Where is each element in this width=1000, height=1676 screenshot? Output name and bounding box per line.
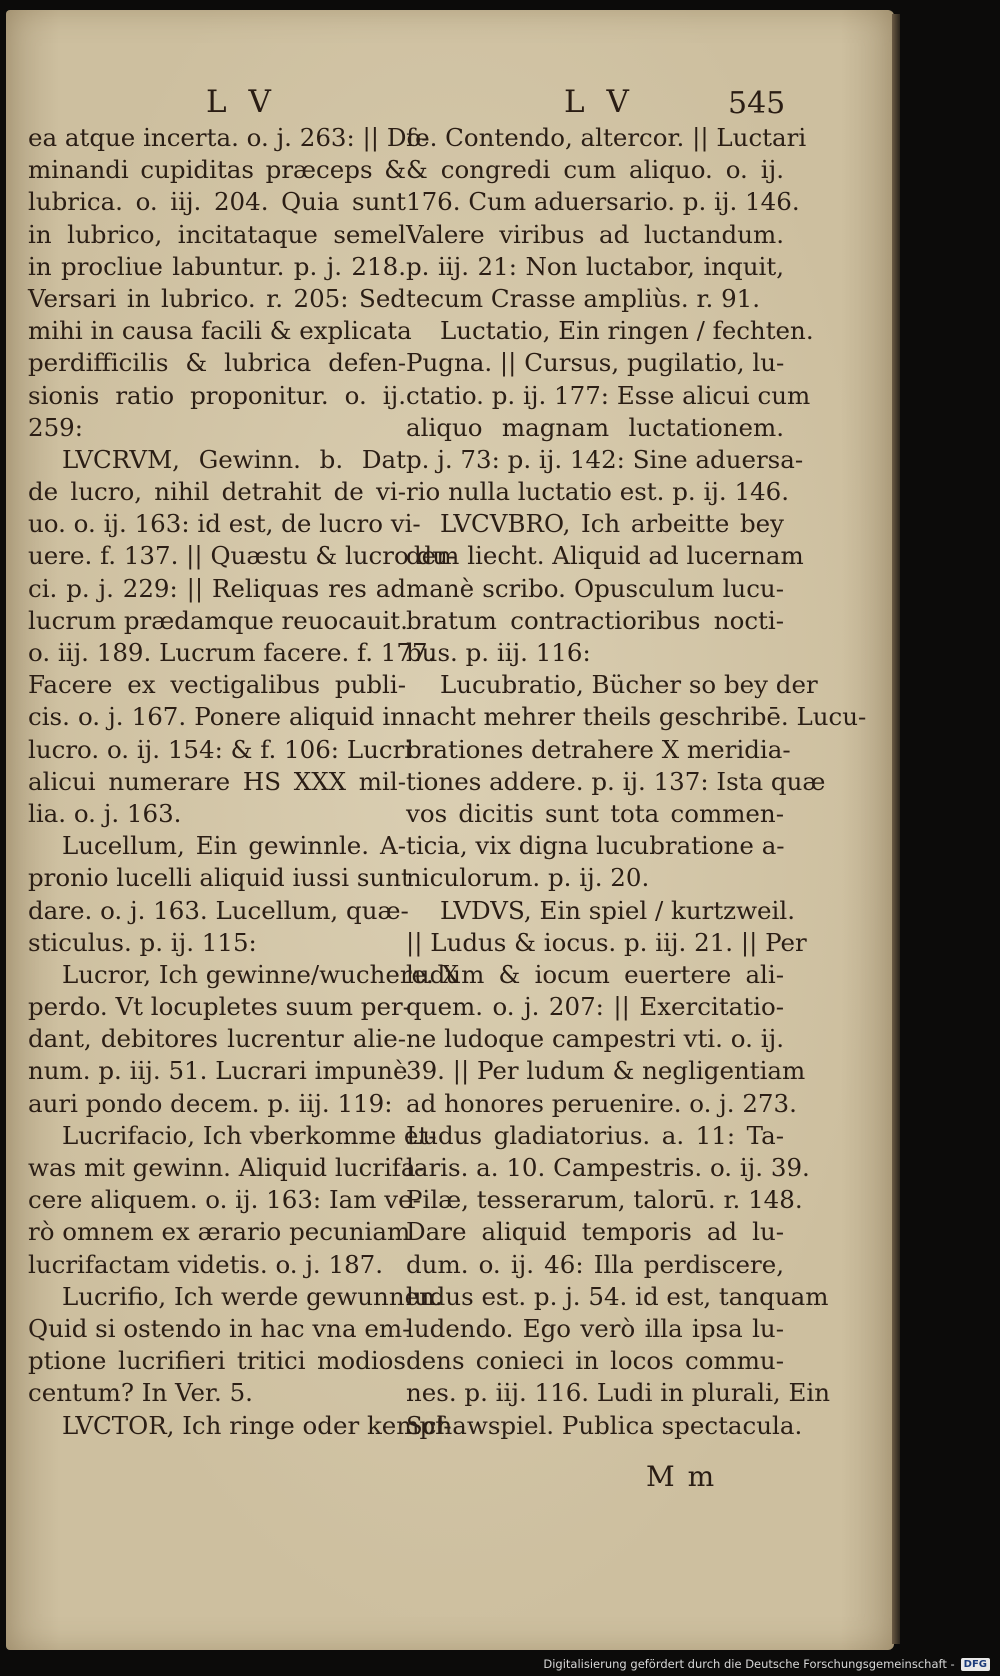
- running-head-left: L V: [206, 84, 277, 120]
- signature-mark: M m: [646, 1460, 717, 1493]
- text-line: LVCRVM, Gewinn. b. Dat: [62, 444, 406, 474]
- text-line: num. p. iij. 51. Lucrari impunè: [28, 1056, 408, 1086]
- text-line: Lucellum, Ein gewinnle. A-: [62, 831, 406, 861]
- text-line: ci. p. j. 229: || Reliquas res ad: [28, 573, 406, 603]
- text-line: uo. o. ij. 163: id est, de lucro vi-: [28, 509, 421, 539]
- text-line: lucrifactam videtis. o. j. 187.: [28, 1249, 384, 1279]
- text-line: auri pondo decem. p. iij. 119:: [28, 1088, 393, 1118]
- text-line: nes. p. iij. 116. Ludi in plurali, Ein: [406, 1378, 830, 1408]
- text-line: Lucror, Ich gewinne/wuchere. X: [62, 959, 460, 989]
- text-line: in lubrico, incitataque semel: [28, 219, 406, 249]
- text-line: Schawspiel. Publica spectacula.: [406, 1410, 803, 1440]
- text-line: Pilæ, tesserarum, talorū. r. 148.: [406, 1185, 803, 1215]
- text-line: dens conieci in locos commu-: [406, 1346, 784, 1376]
- text-line: cere aliquem. o. ij. 163: Iam ve-: [28, 1185, 421, 1215]
- running-head-right: L V: [564, 84, 635, 120]
- left-text-column: [28, 122, 460, 1442]
- text-line: perdifficilis & lubrica defen-: [28, 348, 406, 378]
- text-line: Lucubratio, Bücher so bey der: [440, 670, 818, 700]
- text-line: 259:: [28, 412, 84, 442]
- text-line: ludendo. Ego verò illa ipsa lu-: [406, 1313, 784, 1343]
- text-line: uere. f. 137. || Quæstu & lucro du-: [28, 541, 457, 571]
- text-line: p. j. 73: p. ij. 142: Sine aduersa-: [406, 444, 804, 474]
- text-line: ticia, vix digna lucubratione a-: [406, 831, 785, 861]
- text-line: tecum Crasse ampliùs. r. 91.: [406, 283, 761, 313]
- text-line: LVCTOR, Ich ringe oder kempf-: [62, 1410, 452, 1440]
- text-line: alicui numerare HS XXX mil-: [28, 766, 406, 796]
- text-line: bratum contractioribus nocti-: [406, 605, 784, 635]
- book-page: [6, 10, 894, 1650]
- text-line: bus. p. iij. 116:: [406, 638, 591, 667]
- page-number: 545: [728, 86, 786, 121]
- text-line: Dare aliquid temporis ad lu-: [406, 1217, 784, 1247]
- text-line: vos dicitis sunt tota commen-: [406, 798, 784, 828]
- text-line: nacht mehrer theils geschribē. Lucu-: [406, 702, 867, 732]
- text-line: dum. o. ij. 46: Illa perdiscere,: [406, 1249, 784, 1279]
- text-line: Versari in lubrico. r. 205: Sed: [28, 283, 406, 313]
- dfg-logo: DFG: [961, 1658, 990, 1671]
- text-line: dem liecht. Aliquid ad lucernam: [406, 541, 804, 571]
- text-line: aliquo magnam luctationem.: [406, 412, 784, 442]
- text-line: LVDVS, Ein spiel / kurtzweil.: [440, 895, 796, 925]
- text-line: ctatio. p. ij. 177: Esse alicui cum: [406, 380, 811, 410]
- text-line: rio nulla luctatio est. p. ij. 146.: [406, 477, 790, 507]
- text-line: LVCVBRO, Ich arbeitte bey: [440, 509, 784, 539]
- text-line: cis. o. j. 167. Ponere aliquid in: [28, 702, 406, 732]
- text-line: lucrum prædamque reuocauit.: [28, 605, 408, 635]
- text-line: pronio lucelli aliquid iussi sunt: [28, 863, 411, 893]
- right-text-column: [406, 122, 867, 1442]
- text-line: dare. o. j. 163. Lucellum, quæ-: [28, 895, 409, 925]
- text-line: 39. || Per ludum & negligentiam: [406, 1056, 806, 1086]
- text-line: minandi cupiditas præceps &: [28, 155, 406, 185]
- text-line: quem. o. j. 207: || Exercitatio-: [406, 992, 784, 1022]
- text-line: sticulus. p. ij. 115:: [28, 927, 257, 957]
- text-line: manè scribo. Opusculum lucu-: [406, 573, 784, 603]
- footer-bar: [0, 1652, 1000, 1676]
- text-line: tiones addere. p. ij. 137: Ista quæ: [406, 766, 826, 796]
- text-line: mihi in causa facili & explicata: [28, 316, 412, 346]
- text-line: Facere ex vectigalibus publi-: [28, 670, 406, 700]
- text-line: niculorum. p. ij. 20.: [406, 863, 650, 893]
- text-line: ea atque incerta. o. j. 263: || Do-: [28, 123, 430, 152]
- text-line: perdo. Vt locupletes suum per-: [28, 992, 411, 1022]
- text-line: sionis ratio proponitur. o. ij.: [28, 380, 406, 410]
- text-line: Lucrifacio, Ich vberkomme et-: [62, 1120, 437, 1150]
- text-line: ptione lucrifieri tritici modios: [28, 1346, 406, 1376]
- text-line: ludus est. p. j. 54. id est, tanquam: [406, 1281, 829, 1311]
- text-line: lucro. o. ij. 154: & f. 106: Lucri: [28, 734, 413, 764]
- text-line: de lucro, nihil detrahit de vi-: [28, 477, 406, 507]
- text-line: Luctatio, Ein ringen / fechten.: [440, 316, 814, 346]
- text-line: Ludus gladiatorius. a. 11: Ta-: [406, 1120, 784, 1150]
- text-line: laris. a. 10. Campestris. o. ij. 39.: [406, 1153, 810, 1182]
- text-line: & congredi cum aliquo. o. ij.: [406, 155, 784, 185]
- text-line: lubrica. o. iij. 204. Quia sunt: [28, 187, 406, 217]
- text-line: 176. Cum aduersario. p. ij. 146.: [406, 187, 800, 217]
- text-line: Lucrifio, Ich werde gewunnen.: [62, 1281, 443, 1311]
- text-line: o. iij. 189. Lucrum facere. f. 177.: [28, 638, 436, 667]
- text-line: || Ludus & iocus. p. iij. 21. || Per: [406, 927, 807, 957]
- text-line: dant, debitores lucrentur alie-: [28, 1024, 406, 1054]
- footer-credit: Digitalisierung gefördert durch die Deutsche Forschungsgemeinschaft -: [543, 1657, 955, 1671]
- page-edge: [892, 14, 900, 1644]
- text-line: Pugna. || Cursus, pugilatio, lu-: [406, 348, 785, 378]
- text-line: rò omnem ex ærario pecuniam: [28, 1217, 411, 1247]
- text-line: Valere viribus ad luctandum.: [406, 219, 784, 249]
- text-line: p. iij. 21: Non luctabor, inquit,: [406, 251, 784, 281]
- text-line: ad honores peruenire. o. j. 273.: [406, 1088, 797, 1118]
- text-line: fe. Contendo, altercor. || Luctari: [406, 123, 807, 152]
- text-line: in procliue labuntur. p. j. 218.: [28, 251, 406, 281]
- text-line: lia. o. j. 163.: [28, 798, 182, 828]
- text-line: ludum & iocum euertere ali-: [406, 959, 784, 989]
- text-line: centum? In Ver. 5.: [28, 1378, 253, 1408]
- text-line: ne ludoque campestri vti. o. ij.: [406, 1024, 784, 1054]
- text-line: was mit gewinn. Aliquid lucrifa-: [28, 1153, 424, 1182]
- text-line: Quid si ostendo in hac vna em-: [28, 1313, 411, 1343]
- text-line: brationes detrahere X meridia-: [406, 734, 791, 764]
